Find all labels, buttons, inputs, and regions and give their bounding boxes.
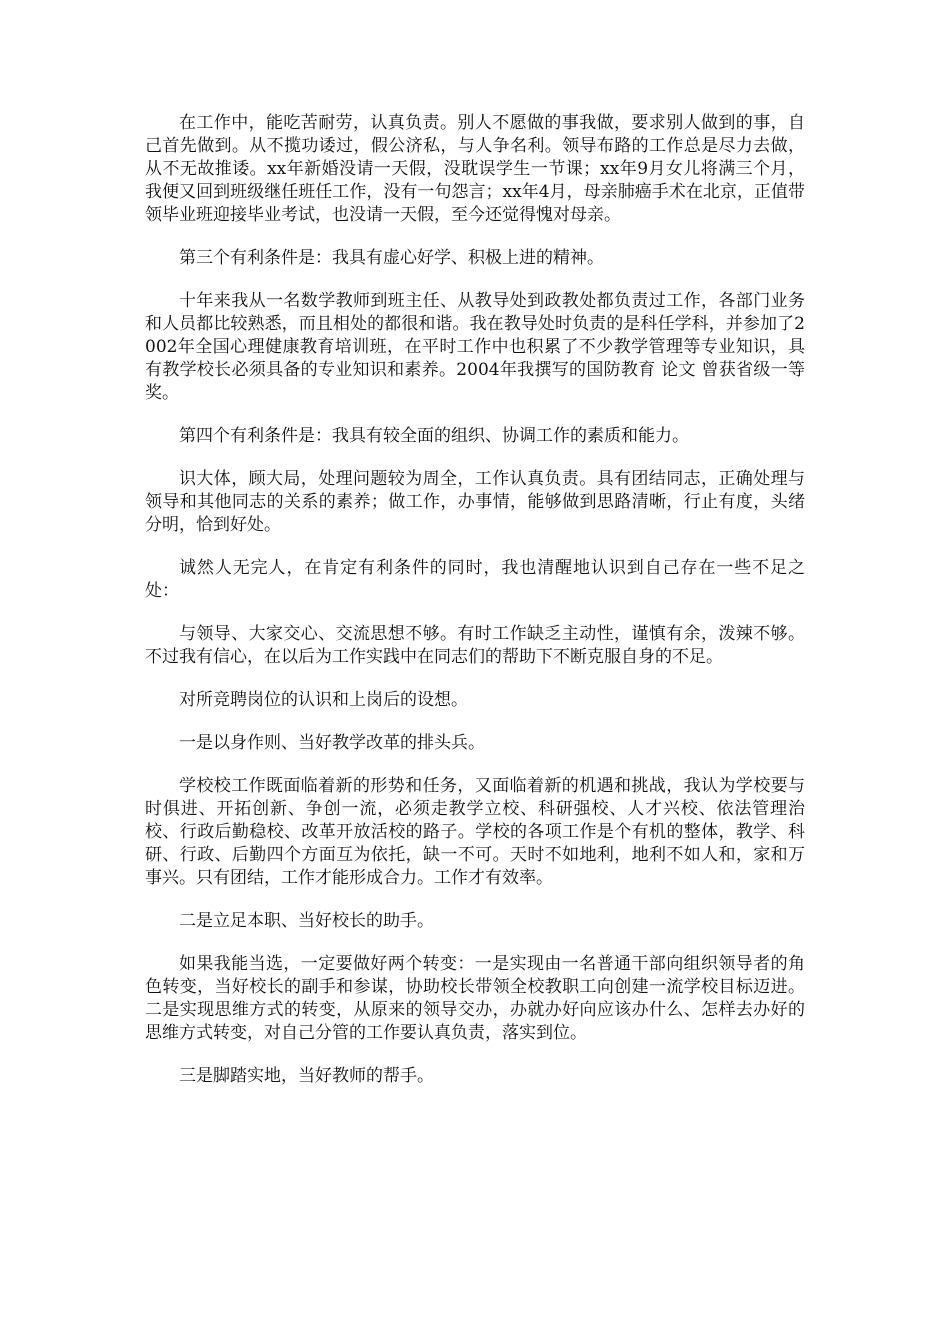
paragraph-work-attitude: 在工作中，能吃苦耐劳，认真负责。别人不愿做的事我做，要求别人做到的事，自己首先做到。从不揽功诿过，假公济私，与人争名利。领导布路的工作总是尽力去做，从不无故推诿。xx年新婚没请一天假，没耽误学生一节课；xx年9月女儿将满三个月，我便又回到班级继任班任工作，没有一句怨言；xx年4月，母亲肺癌手术在北京，正值带领毕业班迎接毕业考试，也没请一天假，至今还觉得愧对母亲。 (145, 113, 805, 225)
paragraph-shortcomings-intro: 诚然人无完人，在肯定有利条件的同时，我也清醒地认识到自己存在一些不足之处： (145, 558, 805, 601)
paragraph-ten-years-experience: 十年来我从一名数学教师到班主任、从教导处到政教处都负责过工作，各部门业务和人员都比较熟悉，而且相处的都很和谐。我在教导处时负责的是科任学科，并参加了2002年全国心理健康教育培训班，在平时工作中也积累了不少教学管理等专业知识，具有教学校长必须具备的专业知识和素养。2004年我撰写的国防教育 论文 曾获省级一等奖。 (145, 291, 805, 403)
paragraph-point-two: 二是立足本职、当好校长的助手。 (179, 911, 434, 931)
paragraph-position-understanding: 对所竞聘岗位的认识和上岗后的设想。 (179, 690, 468, 710)
document-page (145, 112, 805, 1108)
paragraph-fourth-advantage: 第四个有利条件是：我具有较全面的组织、协调工作的素质和能力。 (179, 426, 689, 446)
paragraph-two-transitions: 如果我能当选，一定要做好两个转变：一是实现由一名普通干部向组织领导者的角色转变，当好校长的副手和参谋，协助校长带领全校教职工向创建一流学校目标迈进。二是实现思维方式的转变，从原来的领导交办，办就办好向应该办什么、怎样去办好的思维方式转变，对自己分管的工作要认真负责，落实到位。 (145, 954, 805, 1043)
paragraph-point-one: 一是以身作则、当好教学改革的排头兵。 (179, 733, 485, 753)
paragraph-third-advantage: 第三个有利条件是：我具有虚心好学、积极上进的精神。 (179, 248, 604, 268)
paragraph-point-three: 三是脚踏实地，当好教师的帮手。 (179, 1066, 434, 1086)
paragraph-school-reform: 学校校工作既面临着新的形势和任务，又面临着新的机遇和挑战，我认为学校要与时俱进、开拓创新、争创一流，必须走教学立校、科研强校、人才兴校、依法管理治校、行政后勤稳校、改革开放活校的路子。学校的各项工作是个有机的整体，教学、科研、行政、后勤四个方面互为依托，缺一不可。天时不如地利，地利不如人和，家和万事兴。只有团结，工作才能形成合力。工作才有效率。 (145, 776, 805, 888)
paragraph-shortcomings: 与领导、大家交心、交流思想不够。有时工作缺乏主动性，谨慎有余，泼辣不够。不过我有信心，在以后为工作实践中在同志们的帮助下不断克服自身的不足。 (145, 624, 805, 667)
paragraph-overall-view: 识大体，顾大局，处理问题较为周全，工作认真负责。具有团结同志，正确处理与领导和其他同志的关系的素养；做工作，办事情，能够做到思路清晰，行止有度，头绪分明，恰到好处。 (145, 469, 805, 535)
